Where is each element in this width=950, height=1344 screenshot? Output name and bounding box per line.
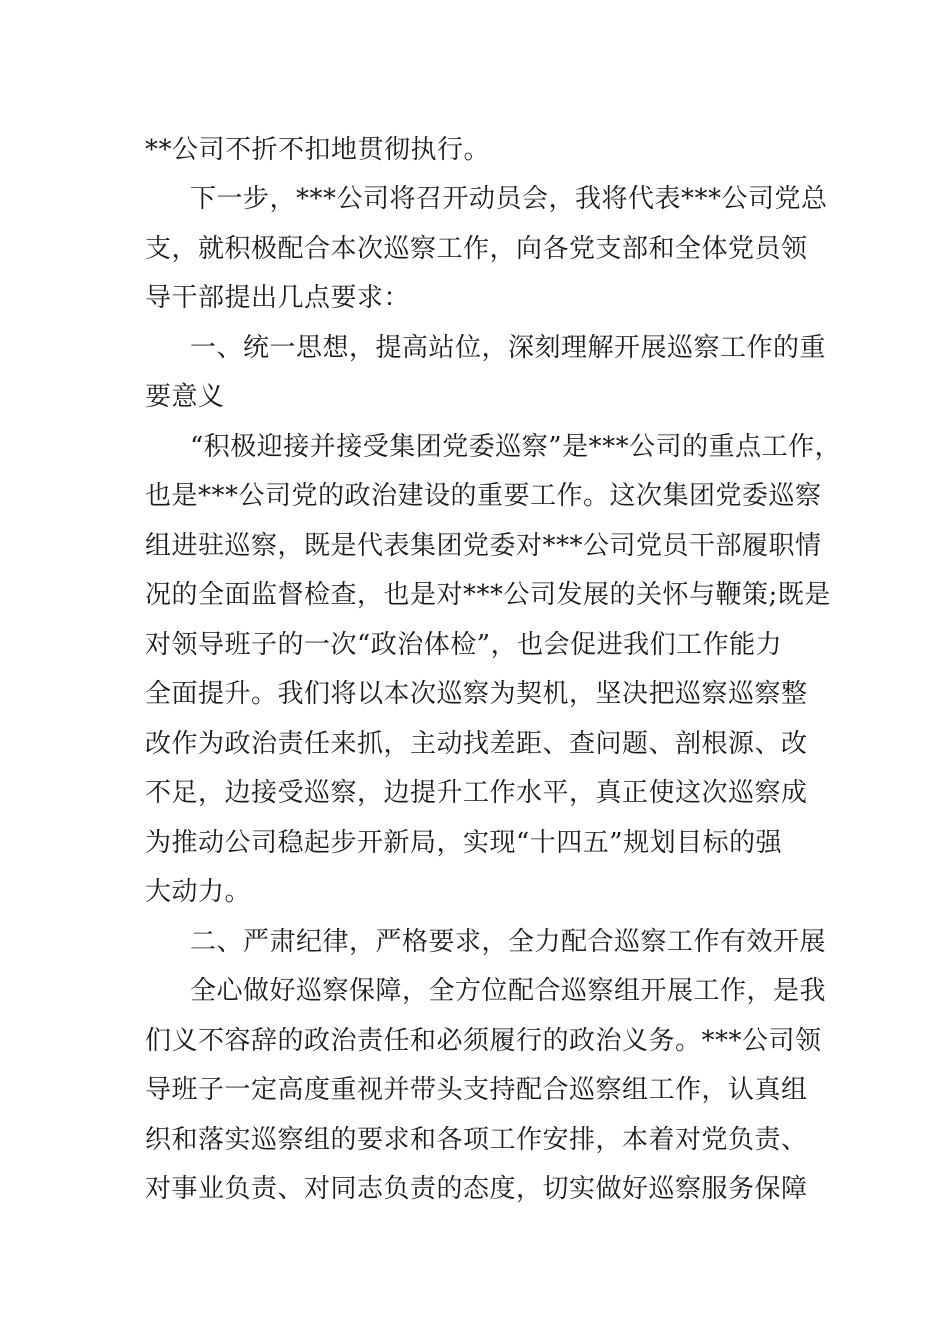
text-line: 也是***公司党的政治建设的重要工作。这次集团党委巡察 [145,481,822,511]
section-heading: 二、严肃纪律，严格要求，全力配合巡察工作有效开展 [190,927,827,957]
text-line: 支，就积极配合本次巡察工作，向各党支部和全体党员领 [145,234,808,264]
text-line: 对领导班子的一次“政治体检”，也会促进我们工作能力 [145,630,783,660]
text-line: 织和落实巡察组的要求和各项工作安排，本着对党负责、 [145,1125,808,1155]
text-line: 为推动公司稳起步开新局，实现“十四五”规划目标的强 [145,828,783,858]
text-line: 导班子一定高度重视并带头支持配合巡察组工作，认真组 [145,1075,808,1105]
text-line: 导干部提出几点要求： [145,283,411,313]
text-line: 全面提升。我们将以本次巡察为契机，坚决把巡察巡察整 [145,679,808,709]
text-line: 改作为政治责任来抓，主动找差距、查问题、剖根源、改 [145,729,808,759]
text-line: 大动力。 [145,877,252,907]
text-line: **公司不折不扣地贯彻执行。 [145,135,491,165]
text-line: 组进驻巡察，既是代表集团党委对***公司党员干部履职情 [145,531,822,561]
text-line: 况的全面监督检查，也是对***公司发展的关怀与鞭策;既是 [145,580,831,610]
text-line: 们义不容辞的政治责任和必须履行的政治义务。***公司领 [145,1026,822,1056]
text-line: “积极迎接并接受集团党委巡察”是***公司的重点工作， [190,432,842,462]
text-line: 全心做好巡察保障，全方位配合巡察组开展工作，是我 [190,976,827,1006]
section-heading: 一、统一思想，提高站位，深刻理解开展巡察工作的重 [190,333,827,363]
text-line: 不足，边接受巡察，边提升工作水平，真正使这次巡察成 [145,778,808,808]
text-line: 下一步，***公司将召开动员会，我将代表***公司党总 [190,184,828,214]
section-heading: 要意义 [145,382,225,412]
text-line: 对事业负责、对同志负责的态度，切实做好巡察服务保障 [145,1174,808,1204]
